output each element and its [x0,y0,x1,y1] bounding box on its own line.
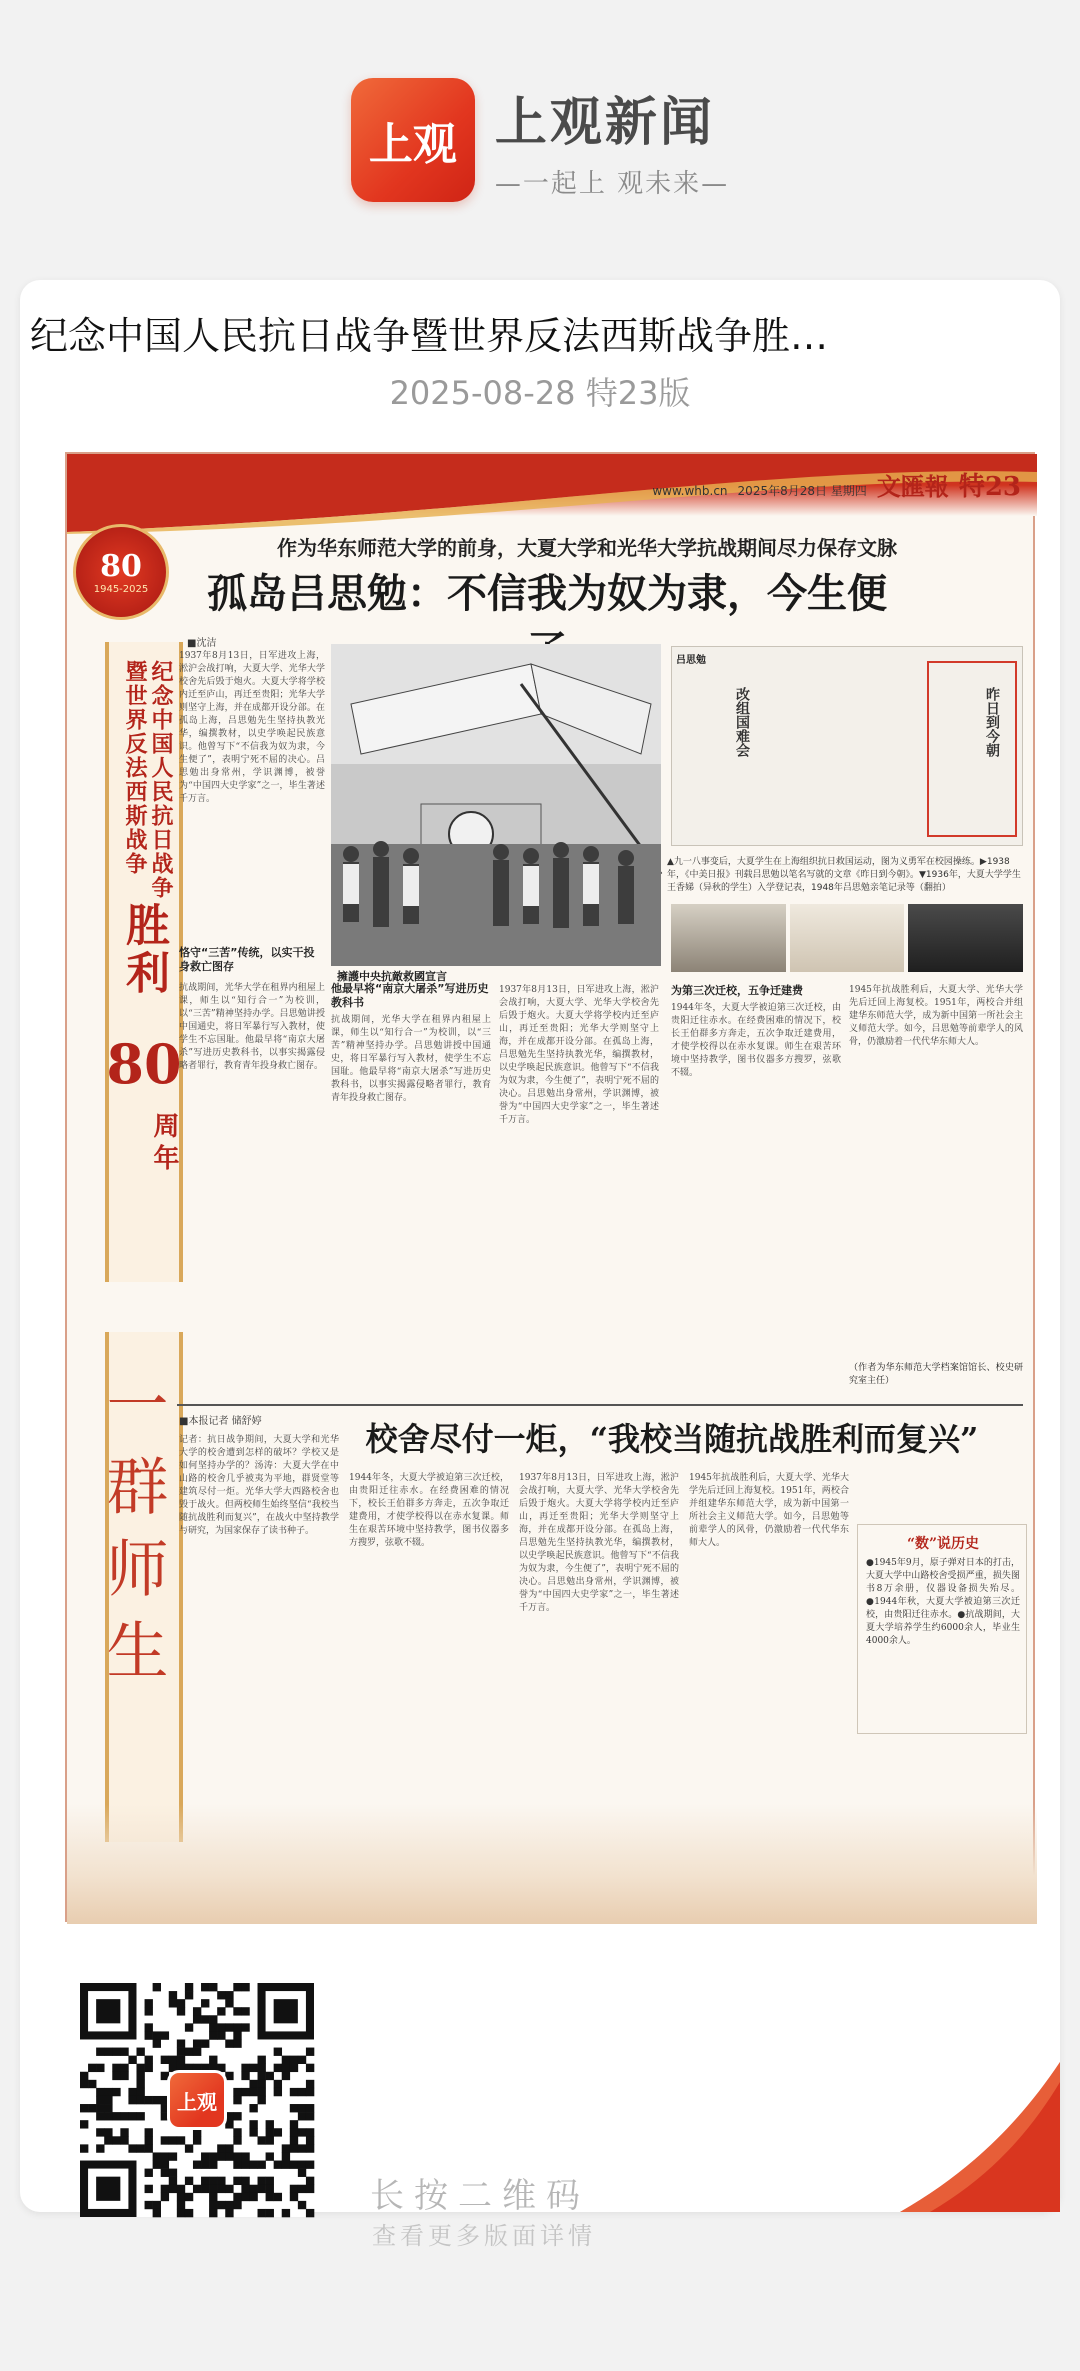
brand-name: 上观新闻 [494,93,715,153]
historical-photo [331,644,661,966]
section2-byline: ■本报记者 储舒婷 [179,1416,262,1427]
body-column-4: 1944年冬，大夏大学被迫第三次迁校，由贵阳迁往赤水。在经费困难的情况下，校长王伯群多方奔走，五次争取迁建费用，才使学校得以在赤水复课。师生在艰苦环境中坚持教学，图书仪器多方搜罗，弦歌不辍。 [671,1003,841,1078]
shangguan-logo-icon: 上观 [351,78,475,202]
body-column-2: 抗战期间，光华大学在租界内租屋上课，师生以“知行合一”为校训，以“三苦”精神坚持办学。吕思勉讲授中国通史，将日军暴行写入教材，使学生不忘国耻。他最早将“南京大屠杀”写进历史教科书，以事实揭露侵略者罪行，教育青年投身救亡图存。 [331,1015,491,1103]
series-title: 一群师生 [96,1372,169,1700]
vertical-lines [109,660,187,900]
section2-column-3: 1937年8月13日，日军进攻上海，淞沪会战打响，大夏大学、光华大学校舍先后毁于炮火。大夏大学将学校内迁至庐山，再迁至贵阳；光华大学则坚守上海，并在成都开设分部。在孤岛上海，吕思勉先生坚持执教光华，编撰教材，以史学唤起民族意识。他曾写下“不信我为奴为隶，今生便了”，表明宁死不屈的决心。吕思勉出身常州，学识渊博，被誉为“中国四大史学家”之一，毕生著述千万言。 [519,1473,679,1613]
qr-logo-icon: 上观 [167,2070,227,2130]
newspaper-page-image[interactable] [65,452,1035,1922]
article-date-edition: 2025-08-28 特23版 [389,374,691,412]
article-byline: ■沈洁 [187,638,217,649]
subhead-1: 恪守“三苦”传统，以实干投身救亡图存 [179,946,315,973]
app-header [0,0,1080,280]
data-history-sidebar [857,1524,1027,1734]
photo-caption: ▲九一八事变后，大夏学生在上海组织抗日救国运动，图为义勇军在校园操练。▶1938年，《中美日报》刊载吕思勉以笔名写就的文章《昨日到今朝》。▼1936年，大夏大学学生王香娣（异秋的学生）入学登记表，1948年吕思勉亲笔记录等（翻拍） [667,857,1021,893]
subhead-2: 他最早将“南京大屠杀”写进历史教科书 [331,982,489,1009]
small-photos-row [671,904,1023,972]
clipping-highlight-box [927,661,1017,837]
vertical-line-1: 纪念中国人民抗日战争 [148,660,174,900]
anniversary-badge-icon [73,524,169,620]
paper-section: 特23 [958,472,1021,502]
vertical-anniversary-unit: 周年 [149,1112,179,1176]
newspaper-clipping [671,646,1023,846]
series-panel [96,1332,183,1842]
section2-headline: 校舍尽付一炬，“我校当随抗战胜利而复兴” [365,1420,979,1458]
vertical-80: 80 [106,1032,182,1096]
section-divider [177,1404,1023,1406]
author-note: （作者为华东师范大学档案馆馆长、校史研究室主任） [849,1363,1023,1386]
vertical-line-2: 暨世界反法西斯战争 [122,660,148,876]
section2-column-1: 记者：抗日战争期间，大夏大学和光华大学的校舍遭到怎样的破坏？学校又是如何坚持办学的？汤涛：大夏大学在中山路的校舍几乎被夷为平地，群贤堂等建筑尽付一炬。光华大学大西路校舍也毁于战火。但两校师生始终坚信“我校当随抗战胜利而复兴”，在战火中坚持教学与研究，为国家保存了读书种子。 [179,1435,339,1536]
badge-number: 80 [100,549,142,584]
article-title[interactable]: 纪念中国人民抗日战争暨世界反法西斯战争胜… [30,314,829,358]
qr-hint: 长按二维码 [370,2176,590,2216]
great-wall-artwork [67,1804,1037,1924]
article-headline: 孤岛吕思勉：不信我为奴为隶，今生便 [207,570,887,617]
clipping-col-2: 昨日到今朝 [984,687,1000,757]
subhead-3: 为第三次迁校，五争迁建费 [671,984,803,997]
article-kicker: 作为华东师范大学的前身，大夏大学和光华大学抗战期间尽力保存文脉 [277,536,897,560]
paper-masthead: 文匯報 [876,472,949,501]
qr-subtitle: 查看更多版面详情 [372,2222,596,2250]
section2-column-4: 1945年抗战胜利后，大夏大学、光华大学先后迁回上海复校。1951年，两校合并组建华东师范大学，成为新中国第一所社会主义师范大学。如今，吕思勉等前辈学人的风骨，仍激励着一代代华东师大人。 [689,1473,849,1548]
section2-column-2: 1944年冬，大夏大学被迫第三次迁校，由贵阳迁往赤水。在经费困难的情况下，校长王伯群多方奔走，五次争取迁建费用，才使学校得以在赤水复课。师生在艰苦环境中坚持教学，图书仪器多方搜罗，弦歌不辍。 [349,1473,509,1548]
body-column-1: 1937年8月13日，日军进攻上海，淞沪会战打响，大夏大学、光华大学校舍先后毁于炮火。大夏大学将学校内迁至庐山，再迁至贵阳；光华大学则坚守上海，并在成都开设分部。在孤岛上海，吕思勉先生坚持执教光华，编撰教材，以史学唤起民族意识。他曾写下“不信我为奴为隶，今生便了”，表明宁死不屈的决心。吕思勉出身常州，学识渊博，被誉为“中国四大史学家”之一，毕生著述千万言。 [179,651,325,804]
paper-date: 2025年8月28日 星期四 [737,484,867,498]
brand-text [495,80,729,200]
share-card [20,280,1060,2250]
paper-site: www.whb.cn [652,484,728,498]
sidebar-text: ●1945年9月，原子弹对日本的打击，大夏大学中山路校舍受损严重，损失图书8万余册，仪器设备损失殆尽。●1944年秋，大夏大学被迫第三次迁校，由贵阳迁往赤水。●抗战期间，大夏大学培养学生约6000余人，毕业生4000余人。 [866,1558,1020,1646]
photo-banner-text: 擁護中央抗敵救國宣言 [337,970,447,983]
body-column-5: 1945年抗战胜利后，大夏大学、光华大学先后迁回上海复校。1951年，两校合并组建华东师范大学，成为新中国第一所社会主义师范大学。如今，吕思勉等前辈学人的风骨，仍激励着一代代华东师大人。 [849,985,1023,1047]
qr-code[interactable] [80,1983,314,2217]
paper-masthead-row [652,466,1021,503]
body-column-3: 1937年8月13日，日军进攻上海，淞沪会战打响，大夏大学、光华大学校舍先后毁于炮火。大夏大学将学校内迁至庐山，再迁至贵阳；光华大学则坚守上海，并在成都开设分部。在孤岛上海，吕思勉先生坚持执教光华，编撰教材，以史学唤起民族意识。他曾写下“不信我为奴为隶，今生便了”，表明宁死不屈的决心。吕思勉出身常州，学识渊博，被誉为“中国四大史学家”之一，毕生著述千万言。 [499,985,659,1125]
books-photo-icon [908,904,1023,972]
clipping-title: 吕思勉 [676,655,706,666]
portrait-photo-icon [671,904,786,972]
students-banner-photo-icon [331,644,661,966]
badge-years: 1945-2025 [93,584,149,595]
body-column-1b: 抗战期间，光华大学在租界内租屋上课，师生以“知行合一”为校训，以“三苦”精神坚持办学。吕思勉讲授中国通史，将日军暴行写入教材，使学生不忘国耻。他最早将“南京大屠杀”写进历史教科书，以事实揭露侵略者罪行，教育青年投身救亡图存。 [179,983,325,1071]
sidebar-title: “数”说历史 [906,1536,980,1552]
vertical-victory: 胜利 [118,902,169,998]
corner-red-decoration [900,2062,1060,2212]
brand-slogan: —一起上 观未来— [494,169,730,199]
registration-form-photo-icon [790,904,905,972]
clipping-col-1: 改组国难会 [734,687,750,757]
vertical-title-column [97,642,187,1832]
